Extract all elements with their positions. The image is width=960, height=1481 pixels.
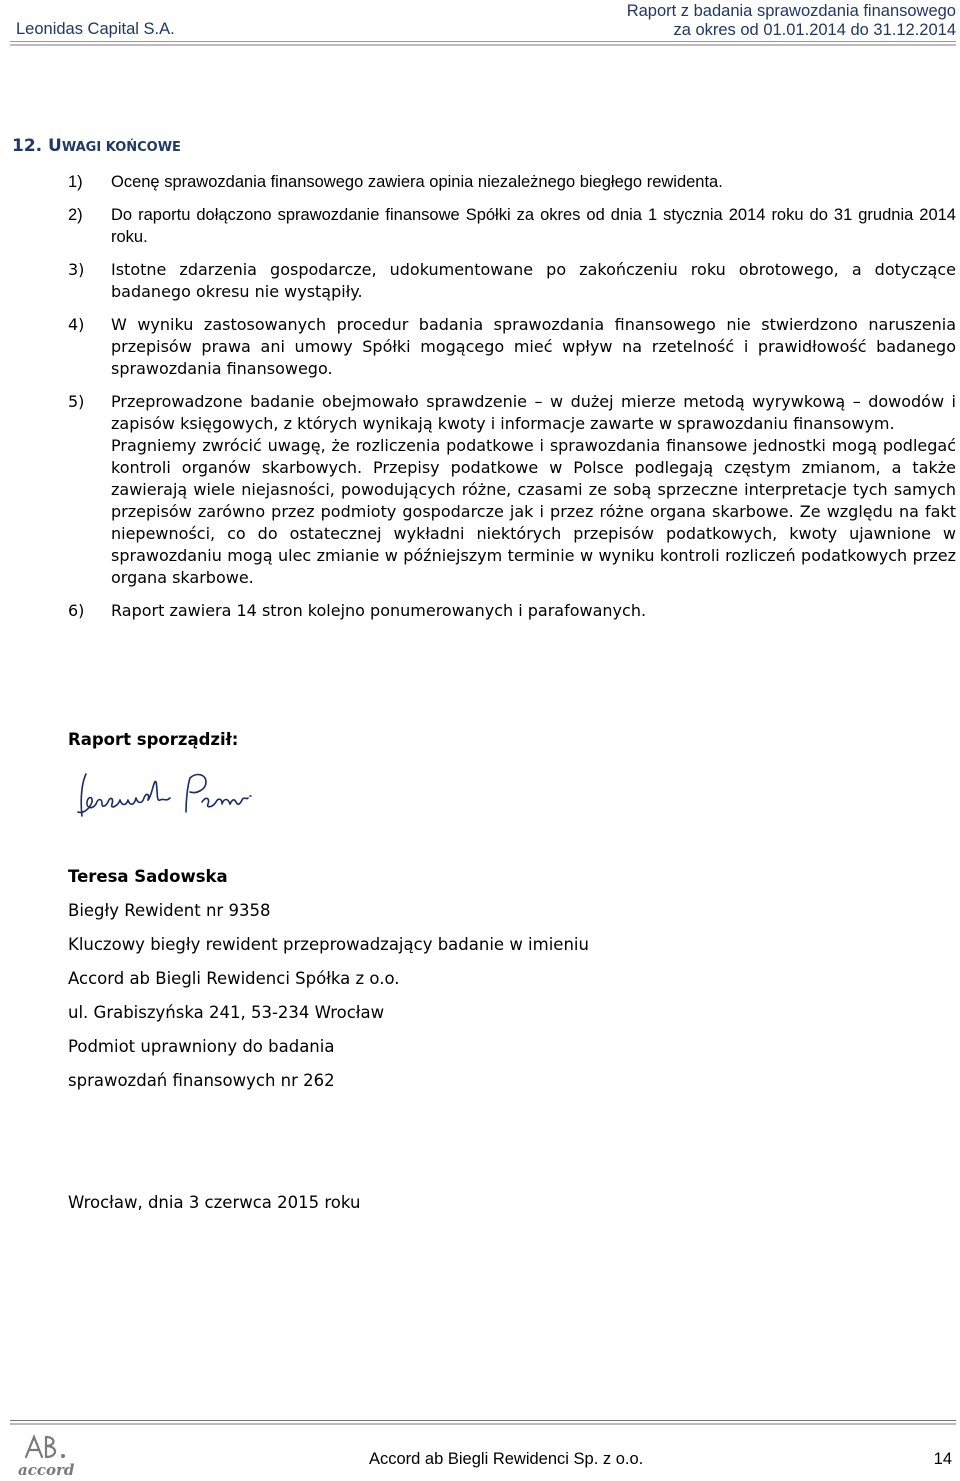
signer-role: Kluczowy biegły rewident przeprowadzający badanie w imieniu <box>68 935 589 954</box>
item-text: W wyniku zastosowanych procedur badania sprawozdania finansowego nie stwierdzono naruszenia przepisów prawa ani umowy Spółki mogącego mieć wpływ na rzetelność i prawidłowość badanego sprawozdania finansowego. <box>111 315 956 378</box>
footer-company: Accord ab Biegli Rewidenci Sp. z o.o. <box>369 1450 644 1468</box>
item-text: Istotne zdarzenia gospodarcze, udokumentowane po zakończeniu roku obrotowego, a dotyczące badanego okresu nie wystąpiły. <box>111 260 956 301</box>
remarks-list <box>68 171 956 633</box>
list-item <box>68 259 956 303</box>
signer-firm: Accord ab Biegli Rewidenci Spółka z o.o. <box>68 969 400 988</box>
item-text-continued: Pragniemy zwrócić uwagę, że rozliczenia podatkowe i sprawozdania finansowe jednostki mogą podlegać kontroli organów skarbowych. Przepisy podatkowe w Polsce podlegają częstym zmianom, a także zawierają wiele niejasności, powodujących różne, czasami ze sobą sprzeczne interpretacje tych samych przepisów zarówno przez podmioty gospodarcze jak i przez różne organa skarbowe. Ze względu na fakt niepewności, co do ostatecznej wykładni niektórych przepisów podatkowych, kwoty ujawnione w sprawozdaniu mogą ulec zmianie w późniejszym terminie w wyniku kontroli rozliczeń podatkowych przez organa skarbowe. <box>111 436 956 587</box>
item-number: 6) <box>68 601 85 620</box>
list-item <box>68 391 956 589</box>
header-report-line1: Raport z badania sprawozdania finansowego <box>626 2 956 20</box>
footer-divider <box>10 1420 956 1421</box>
logo-wordmark: accord <box>18 1461 75 1479</box>
signer-registry: sprawozdań finansowych nr 262 <box>68 1071 335 1090</box>
prepared-by-label: Raport sporządził: <box>68 730 239 749</box>
item-number: 5) <box>68 392 85 411</box>
header-report-line2: za okres od 01.01.2014 do 31.12.2014 <box>673 21 956 39</box>
section-title-initial: U <box>48 136 62 156</box>
item-number: 2) <box>68 206 83 224</box>
list-item <box>68 314 956 380</box>
footer-divider-thick <box>10 1423 956 1425</box>
signer-address: ul. Grabiszyńska 241, 53-234 Wrocław <box>68 1003 385 1022</box>
list-item <box>68 600 956 622</box>
signer-name: Teresa Sadowska <box>68 867 228 886</box>
header-report-title <box>627 2 956 40</box>
section-title-rest: WAGI KOŃCOWE <box>61 140 181 155</box>
page-number: 14 <box>933 1450 952 1468</box>
section-heading <box>12 136 181 156</box>
list-item <box>68 204 956 248</box>
signer-details <box>68 866 589 1104</box>
item-text: Ocenę sprawozdania finansowego zawiera opinia niezależnego biegłego rewidenta. <box>111 173 723 191</box>
section-number: 12. <box>12 136 43 156</box>
signer-license: Biegły Rewident nr 9358 <box>68 901 271 920</box>
header-company: Leonidas Capital S.A. <box>16 20 175 38</box>
item-text: Raport zawiera 14 stron kolejno ponumerowanych i parafowanych. <box>111 601 647 620</box>
item-text: Do raportu dołączono sprawozdanie finansowe Spółki za okres od dnia 1 stycznia 2014 roku do 31 grudnia 2014 roku. <box>111 206 956 246</box>
list-item <box>68 171 956 193</box>
place-date: Wrocław, dnia 3 czerwca 2015 roku <box>68 1193 361 1212</box>
header-divider-thick <box>10 44 956 46</box>
item-number: 4) <box>68 315 85 334</box>
item-text: Przeprowadzone badanie obejmowało sprawdzenie – w dużej mierze metodą wyrywkową – dowodów i zapisów księgowych, z których wynikają kwoty i informacje zawarte w sprawozdaniu finansowym. <box>111 392 956 433</box>
handwritten-signature <box>74 768 269 828</box>
accord-logo <box>14 1433 84 1479</box>
item-number: 1) <box>68 173 83 191</box>
header-divider <box>10 41 956 42</box>
signer-entitlement: Podmiot uprawniony do badania <box>68 1037 335 1056</box>
item-number: 3) <box>68 260 85 279</box>
